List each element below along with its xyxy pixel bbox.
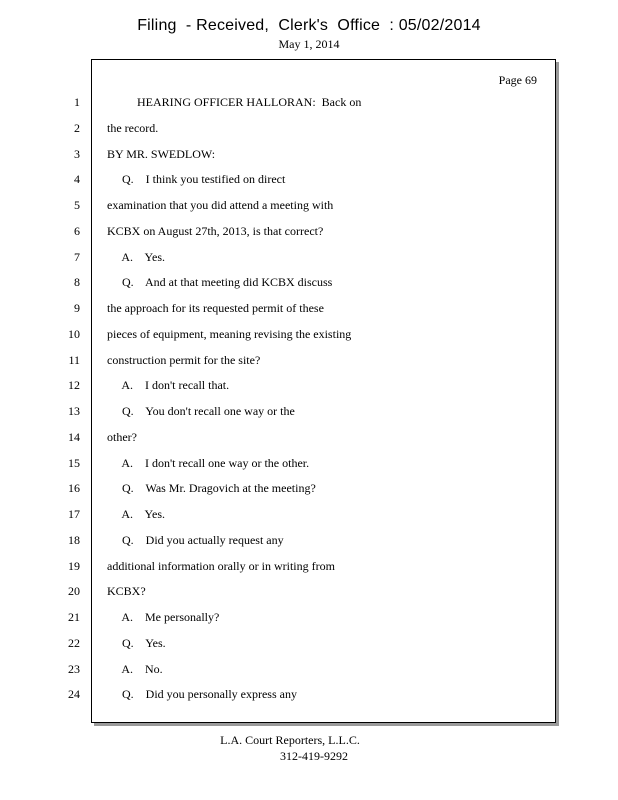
transcript-line	[0, 352, 618, 368]
line-number: 2	[74, 120, 80, 135]
line-text: Q. Yes.	[107, 635, 166, 650]
line-number: 9	[74, 301, 80, 315]
transcript-line	[0, 429, 618, 445]
line-number: 11	[68, 352, 80, 367]
line-number: 20	[68, 584, 80, 599]
line-number: 23	[68, 661, 80, 676]
line-text: the approach for its requested permit of these	[107, 301, 324, 315]
line-text: Q. And at that meeting did KCBX discuss	[107, 275, 333, 290]
transcript-line	[0, 274, 618, 290]
filing-stamp: Filing - Received, Clerk's Office : 05/02/2014	[137, 17, 481, 34]
line-number: 8	[74, 275, 80, 290]
line-number: 15	[68, 455, 80, 470]
line-number: 13	[68, 404, 80, 418]
transcript-date: May 1, 2014	[278, 37, 340, 51]
line-text: A. Yes.	[107, 249, 166, 264]
transcript-line	[0, 197, 618, 213]
line-text: A. No.	[107, 661, 163, 676]
line-number: 16	[68, 481, 80, 496]
line-text: BY MR. SWEDLOW:	[107, 146, 216, 161]
transcript-line	[0, 480, 618, 496]
line-number: 17	[68, 507, 80, 521]
transcript-line	[0, 223, 618, 239]
transcript-line	[0, 94, 618, 110]
transcript-line	[0, 326, 618, 342]
line-text: examination that you did attend a meeting with	[107, 198, 334, 212]
transcript-line	[0, 171, 618, 187]
line-text: KCBX on August 27th, 2013, is that correct?	[107, 223, 324, 238]
transcript-line	[0, 609, 618, 625]
transcript-line	[0, 146, 618, 162]
transcript-line	[0, 558, 618, 574]
transcript-line	[0, 506, 618, 522]
line-text: Q. Did you personally express any	[107, 687, 297, 702]
line-number: 10	[68, 326, 80, 341]
line-text: A. Yes.	[107, 507, 166, 521]
line-number: 5	[74, 198, 80, 212]
line-text: A. I don't recall that.	[107, 378, 230, 393]
line-number: 22	[68, 635, 80, 650]
line-text: Q. I think you testified on direct	[107, 172, 286, 187]
line-text: Q. Did you actually request any	[107, 532, 284, 547]
transcript-line	[0, 455, 618, 471]
page-number: Page 69	[498, 73, 537, 87]
line-number: 7	[74, 249, 80, 264]
transcript-line	[0, 249, 618, 265]
footer-phone: 312-419-9292	[280, 749, 348, 763]
transcript-line	[0, 661, 618, 677]
transcript-line	[0, 686, 618, 702]
line-text: Q. You don't recall one way or the	[107, 404, 295, 418]
line-number: 4	[74, 172, 80, 187]
line-text: the record.	[107, 120, 159, 135]
transcript-line	[0, 635, 618, 651]
line-text: pieces of equipment, meaning revising the existing	[107, 326, 352, 341]
line-text: construction permit for the site?	[107, 352, 261, 367]
line-number: 19	[68, 558, 80, 573]
line-text: additional information orally or in writing from	[107, 558, 335, 573]
line-number: 1	[74, 95, 80, 109]
line-text: HEARING OFFICER HALLORAN: Back on	[107, 95, 362, 109]
line-number: 14	[68, 429, 80, 444]
line-text: A. I don't recall one way or the other.	[107, 455, 310, 470]
line-number: 18	[68, 532, 80, 547]
line-number: 3	[74, 146, 80, 161]
line-number: 24	[68, 687, 80, 702]
line-number: 12	[68, 378, 80, 393]
transcript-line	[0, 583, 618, 599]
footer-company: L.A. Court Reporters, L.L.C.	[220, 733, 360, 747]
line-text: KCBX?	[107, 584, 146, 599]
transcript-line	[0, 300, 618, 316]
line-number: 6	[74, 223, 80, 238]
transcript-line	[0, 403, 618, 419]
line-text: other?	[107, 429, 137, 444]
line-text: A. Me personally?	[107, 610, 220, 624]
line-text: Q. Was Mr. Dragovich at the meeting?	[107, 481, 316, 496]
transcript-line	[0, 532, 618, 548]
transcript-line	[0, 120, 618, 136]
line-number: 21	[68, 610, 80, 624]
transcript-line	[0, 377, 618, 393]
